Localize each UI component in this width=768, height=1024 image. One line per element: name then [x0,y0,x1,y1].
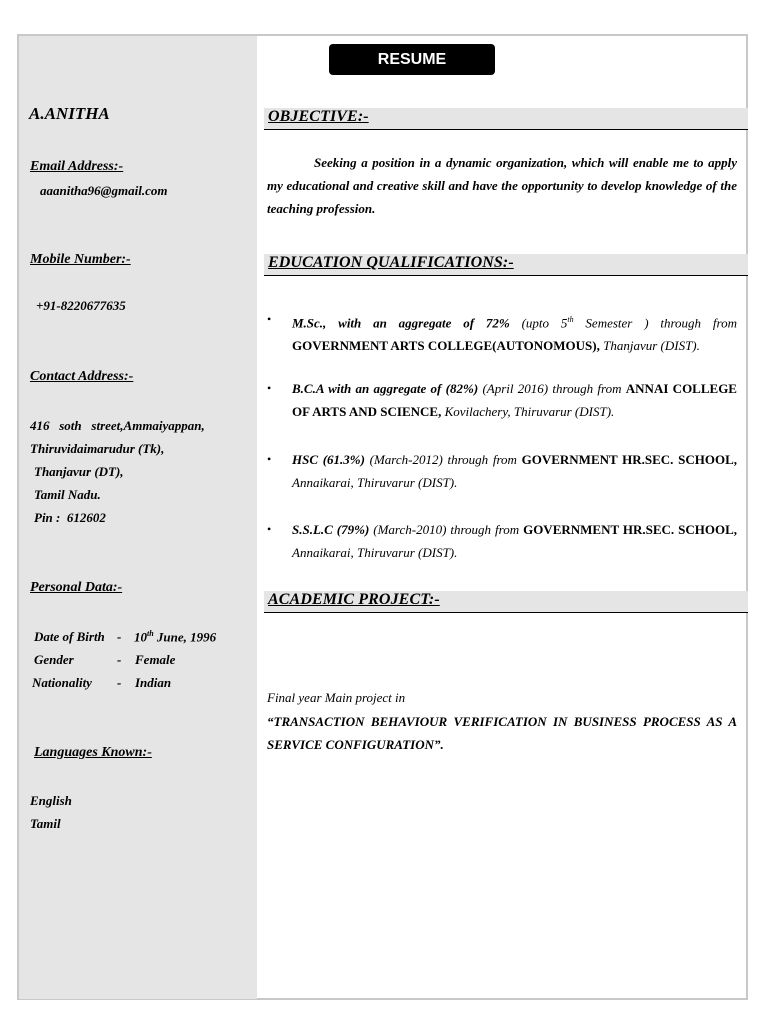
objective-title: OBJECTIVE:- [268,108,369,125]
education-header [264,254,748,276]
gender-separator: - [117,652,122,667]
candidate-name: A.ANITHA [29,104,110,123]
bullet-icon: • [267,522,272,536]
language-item: English [30,793,72,808]
languages-label: Languages Known:- [34,745,152,760]
mobile-value: +91-8220677635 [36,298,126,313]
address-line-4: Tamil Nadu. [34,487,101,502]
project-title: ACADEMIC PROJECT:- [268,591,440,608]
bullet-icon: • [267,381,272,395]
nationality-value: Indian [135,675,172,690]
project-intro: Final year Main project in [267,690,406,705]
gender-value: Female [135,652,176,667]
education-item: • B.C.A with an aggregate of (82%) (April 2016) through from ANNAI COLLEGE OF ARTS AND SCIENCE, Kovilachery, Thiruvarur (DIST). [267,377,737,423]
objective-header [264,108,748,130]
email-label: Email Address:- [30,159,124,174]
project-header [264,591,748,613]
education-title: EDUCATION QUALIFICATIONS:- [268,254,514,271]
dob-label: Date of Birth [34,629,105,644]
bullet-icon: • [267,452,272,466]
address-line-3: Thanjavur (DT), [34,464,124,479]
bullet-icon: • [267,312,272,326]
resume-title: RESUME [329,44,495,75]
nationality-separator: - [117,675,122,690]
personal-data-label: Personal Data:- [30,580,123,595]
education-item: • S.S.L.C (79%) (March-2010) through from GOVERNMENT HR.SEC. SCHOOL, Annaikarai, Thiruvarur (DIST). [267,518,737,564]
dob-separator: - [117,629,122,644]
mobile-label: Mobile Number:- [30,252,131,267]
nationality-label: Nationality [32,675,92,690]
gender-label: Gender [34,652,74,667]
contact-label: Contact Address:- [30,369,134,384]
email-value: aaanitha96@gmail.com [40,183,168,198]
education-item: • M.Sc., with an aggregate of 72% (upto 5th Semester ) through from GOVERNMENT ARTS COLLEGE(AUTONOMOUS), Thanjavur (DIST). [267,308,737,357]
address-line-1: 416 soth street,Ammaiyappan, [30,418,205,433]
objective-text: Seeking a position in a dynamic organization, which will enable me to apply my educational and creative skill and have the opportunity to develop knowledge of the teaching profession. [267,155,737,216]
project-name: “TRANSACTION BEHAVIOUR VERIFICATION IN BUSINESS PROCESS AS A SERVICE CONFIGURATION”. [267,714,737,752]
address-line-5: Pin : 612602 [34,510,106,525]
education-item: • HSC (61.3%) (March-2012) through from GOVERNMENT HR.SEC. SCHOOL, Annaikarai, Thiruvarur (DIST). [267,448,737,494]
language-item: Tamil [30,816,61,831]
dob-value: 10th June, 1996 [134,629,217,645]
address-line-2: Thiruvidaimarudur (Tk), [30,441,165,456]
